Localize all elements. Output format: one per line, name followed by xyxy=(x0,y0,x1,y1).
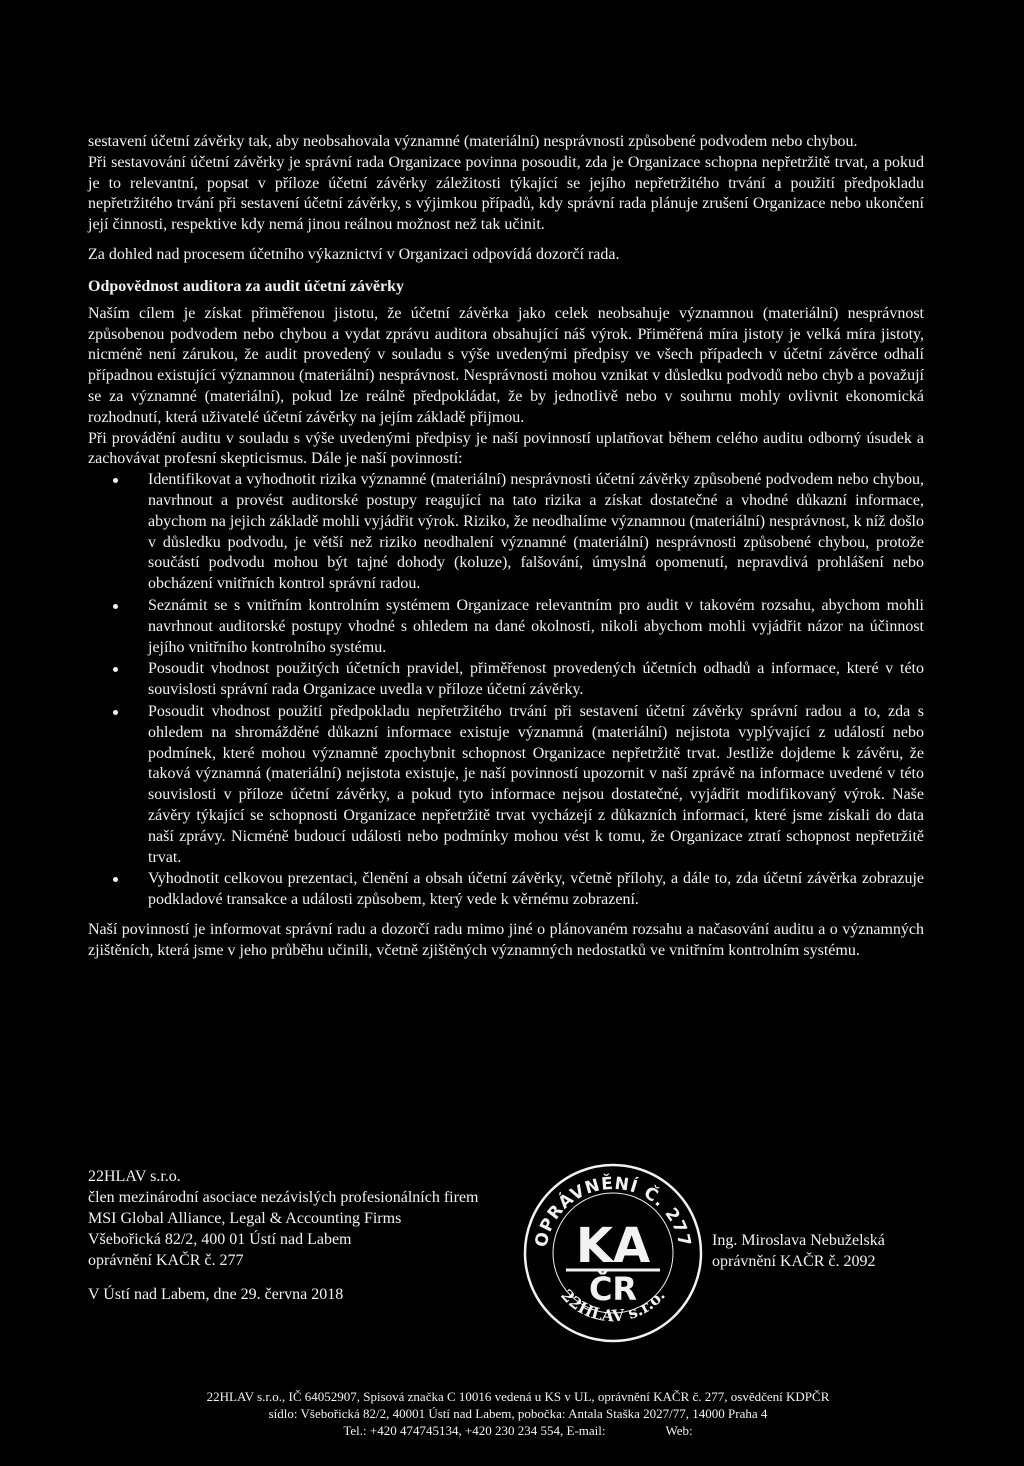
firm-membership: člen mezinárodní asociace nezávislých profesionálních firem xyxy=(88,1189,479,1206)
footer-line-address: sídlo: Všebořická 82/2, 40001 Ústí nad Labem, pobočka: Antala Staška 2027/77, 14000 Praha 4 xyxy=(268,1406,768,1421)
list-item: Posoudit vhodnost použití předpokladu nepřetržitého trvání při sestavení účetní závěrky správní radou a to, zda s ohledem na shromážděné důkazní informace existuje významná (materiální) nejistota vyplývající z událostí nebo podmínek, které mohou významně zpochybnit schopnost Organizace nepřetržitě trvat. Jestliže dojdeme k závěru, že taková významná (materiální) nejistota existuje, je naší povinností upozornit v naší zprávě na informace uvedené v této souvislosti v příloze účetní závěrky, a pokud tyto informace nejsou dostatečné, vyjádřit modifikovaný výrok. Naše závěry týkající se schopnosti Organizace nepřetržitě trvat vycházejí z důkazních informací, které jsme získali do data naší zprávy. Nicméně budoucí události nebo podmínky mohou vést k tomu, že Organizace ztratí schopnost nepřetržitě trvat. xyxy=(88,702,924,868)
section-heading-auditor-responsibility: Odpovědnost auditora za audit účetní závěrky xyxy=(88,277,405,295)
signature-date: V Ústí nad Labem, dne 29. června 2018 xyxy=(88,1286,344,1303)
audit-duties-list xyxy=(88,470,924,911)
list-item: Vyhodnotit celkovou prezentaci, členění a obsah účetní závěrky, včetně přílohy, a dále to, zda účetní závěrka zobrazuje podkladové transakce a události způsobem, který vede k věrnému zobrazení. xyxy=(88,869,924,911)
paragraph-intro-continued: sestavení účetní závěrky tak, aby neobsahovala významné (materiální) nesprávnosti způsobené podvodem nebo chybou. xyxy=(88,133,858,150)
firm-name: 22HLAV s.r.o. xyxy=(88,1168,181,1185)
bullet-icon xyxy=(113,710,118,715)
bullet-icon xyxy=(113,877,118,882)
paragraph-going-concern: Při sestavování účetní závěrky je správní rada Organizace povinna posoudit, zda je Organizace schopna nepřetržitě trvat, a pokud je to relevantní, popsat v příloze účetní závěrky záležitosti týkající se jejího nepřetržitého trvání a použití předpokladu nepřetržitého trvání při sestavení účetní závěrky, s výjimkou případů, kdy správní rada plánuje zrušení Organizace nebo ukončení její činnosti, respektive kdy nemá jinou reálnou možnost než tak učinit. xyxy=(88,153,924,234)
paragraph-communication: Naší povinností je informovat správní radu a dozorčí radu mimo jiné o plánovaném rozsahu a načasování auditu a o významných zjištěních, která jsme v jeho průběhu učinili, včetně zjištěných významných nedostatků ve vnitřním kontrolním systému. xyxy=(88,920,924,959)
footer-contact-web: Web: xyxy=(665,1423,693,1438)
report-body xyxy=(88,132,924,970)
firm-alliance: MSI Global Alliance, Legal & Accounting Firms xyxy=(88,1210,402,1227)
firm-address: Všebořická 82/2, 400 01 Ústí nad Labem xyxy=(88,1231,352,1248)
list-item: Seznámit se s vnitřním kontrolním systémem Organizace relevantním pro audit v takovém rozsahu, abychom mohli navrhnout auditorské postupy vhodné s ohledem na dané okolnosti, nikoli abychom mohli vyjádřit názor na účinnost jejího vnitřního kontrolního systému. xyxy=(88,596,924,658)
stamp-center-bottom: ČR xyxy=(588,1270,638,1308)
official-stamp-icon xyxy=(518,1158,708,1348)
list-item: Posoudit vhodnost použitých účetních pravidel, přiměřenost provedených účetních odhadů a informace, které v této souvislosti správní rada Organizace uvedla v příloze účetní závěrky. xyxy=(88,659,924,701)
firm-license: oprávnění KAČR č. 277 xyxy=(88,1252,244,1269)
footer-line-contact xyxy=(88,1422,948,1439)
footer-contact-tel: Tel.: +420 474745134, +420 230 234 554, E-mail: xyxy=(343,1423,606,1438)
paragraph-audit-duties: Při provádění auditu v souladu s výše uvedenými předpisy je naší povinností uplatňovat během celého auditu odborný úsudek a zachovávat profesní skepticismus. Dále je naší povinností: xyxy=(88,429,924,468)
auditor-license: oprávnění KAČR č. 2092 xyxy=(712,1253,876,1270)
footer-line-company: 22HLAV s.r.o., IČ 64052907, Spisová značka C 10016 vedená u KS v UL, oprávnění KAČR č. 277, osvědčení KDPČR xyxy=(206,1389,830,1404)
stamp-bottom-text: 22HLAV s.r.o. xyxy=(557,1285,669,1326)
bullet-icon xyxy=(113,478,118,483)
page-footer xyxy=(88,1388,948,1439)
stamp-top-text: OPRÁVNĚNÍ Č. 277 xyxy=(531,1173,695,1250)
auditor-name: Ing. Miroslava Nebuželská xyxy=(712,1232,885,1249)
bullet-icon xyxy=(113,604,118,609)
auditor-signature-block xyxy=(712,1230,942,1272)
list-item: Identifikovat a vyhodnotit rizika významné (materiální) nesprávnosti účetní závěrky způsobené podvodem nebo chybou, navrhnout a provést auditorské postupy reagující na tato rizika a získat dostatečné a vhodné důkazní informace, abychom na jejich základě mohli vyjádřit výrok. Riziko, že neodhalíme významnou (materiální) nesprávnost, k níž došlo v důsledku podvodu, je větší než riziko neodhalení významné (materiální) nesprávnosti způsobené chybou, protože součástí podvodu mohou být tajné dohody (koluze), falšování, úmyslná opomenutí, nepravdivá prohlášení nebo obcházení vnitřních kontrol správní radou. xyxy=(88,470,924,595)
paragraph-audit-objective: Naším cílem je získat přiměřenou jistotu, že účetní závěrka jako celek neobsahuje významnou (materiální) nesprávnost způsobenou podvodem nebo chybou a vydat zprávu auditora obsahující náš výrok. Přiměřená míra jistoty je velká míra jistoty, nicméně není zárukou, že audit provedený v souladu s výše uvedenými předpisy ve všech případech v účetní závěrce odhalí případnou existující významnou (materiální) nesprávnost. Nesprávnosti mohou vznikat v důsledku podvodů nebo chyb a považují se za významné (materiální), pokud lze reálně předpokládat, že by jednotlivě nebo v souhrnu mohly ovlivnit ekonomická rozhodnutí, která uživatelé účetní závěrky na jejím základě přijmou. xyxy=(88,304,924,426)
paragraph-supervision: Za dohled nad procesem účetního výkaznictví v Organizaci odpovídá dozorčí rada. xyxy=(88,245,620,263)
firm-signature-block xyxy=(88,1166,558,1305)
stamp-center-top: KA xyxy=(575,1218,651,1274)
bullet-icon xyxy=(113,667,118,672)
